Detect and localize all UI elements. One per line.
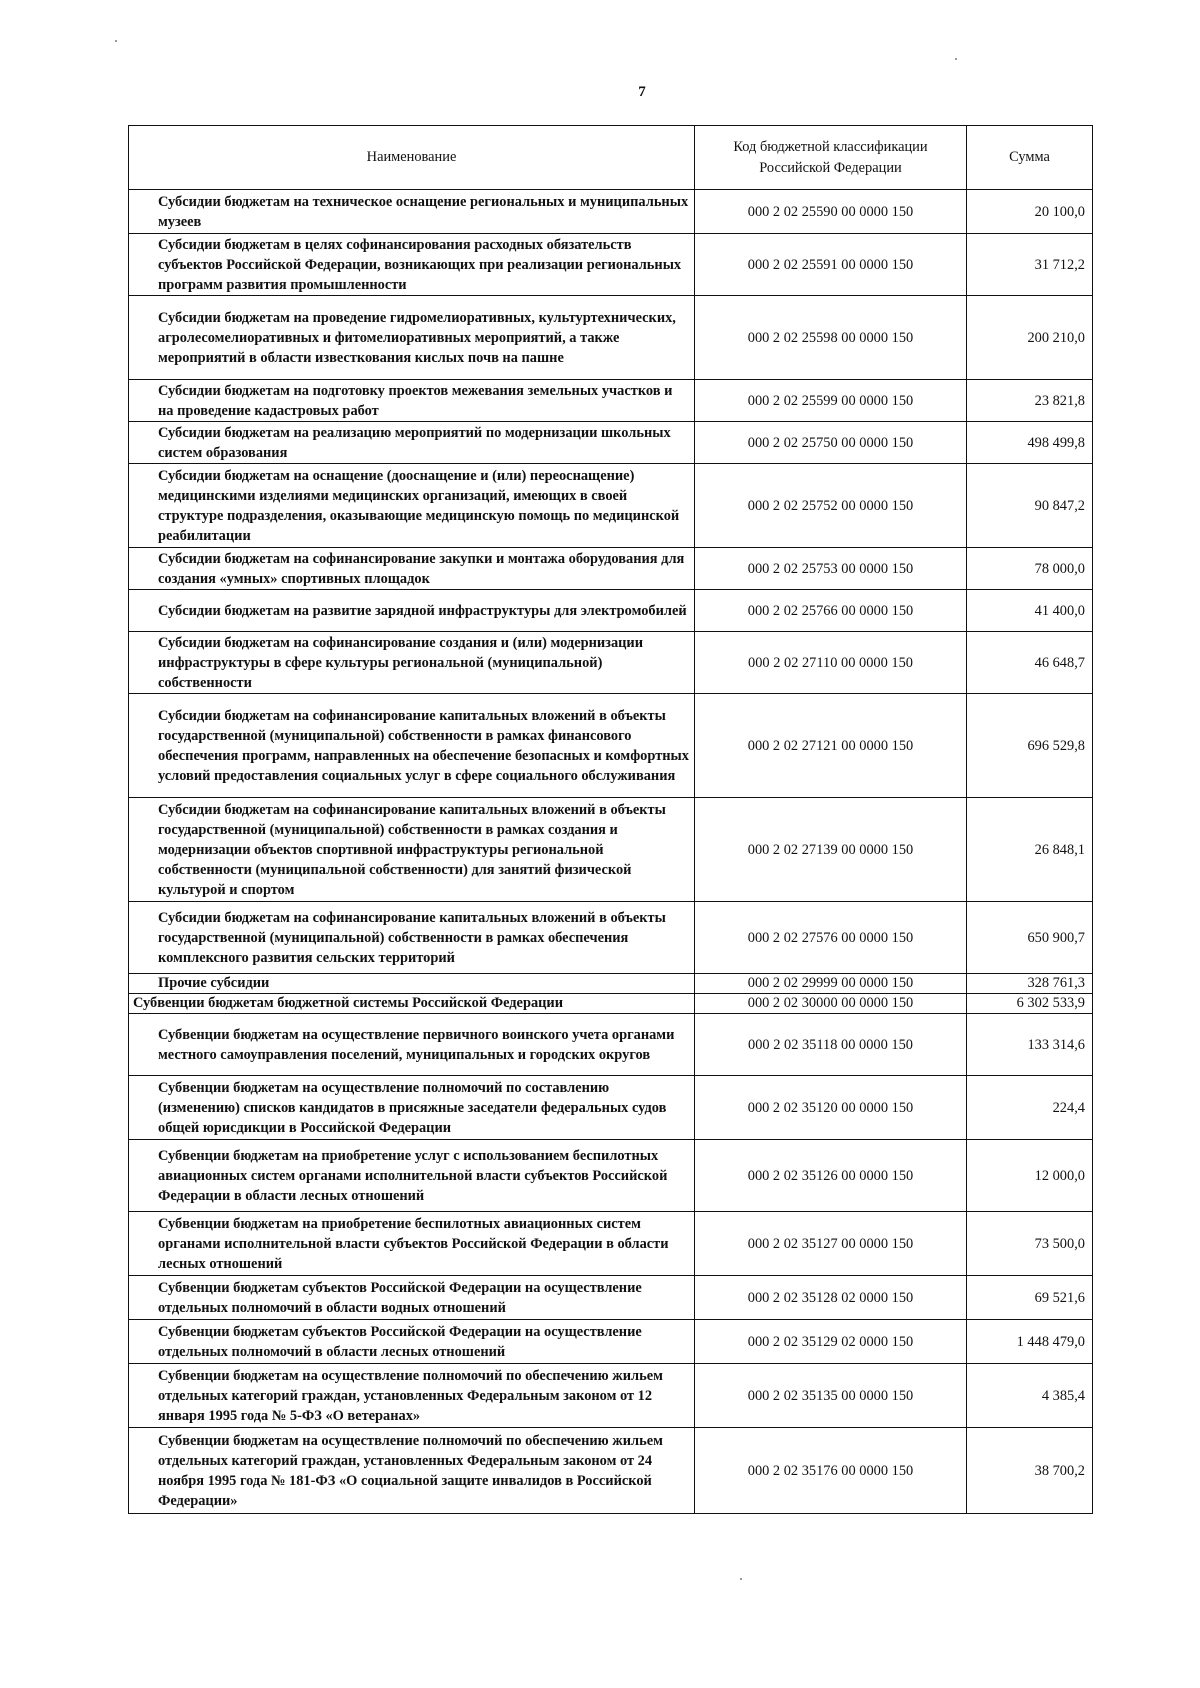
table-row — [129, 974, 1093, 994]
row-code: 000 2 02 35126 00 0000 150 — [695, 1140, 967, 1212]
table-row — [129, 464, 1093, 548]
row-sum: 12 000,0 — [967, 1140, 1093, 1212]
row-name: Субсидии бюджетам на техническое оснащение региональных и муниципальных музеев — [129, 190, 695, 234]
row-name: Субвенции бюджетам на осуществление полномочий по обеспечению жильем отдельных категорий граждан, установленных Федеральным законом от 24 ноября 1995 года № 181-ФЗ «О социальной защите инвалидов в Российской Федерации» — [129, 1428, 695, 1514]
table-row — [129, 1140, 1093, 1212]
row-name: Субсидии бюджетам на софинансирование капитальных вложений в объекты государственной (муниципальной) собственности в рамках обеспечения комплексного развития сельских территорий — [129, 902, 695, 974]
header-name: Наименование — [129, 126, 695, 190]
row-name: Субсидии бюджетам на проведение гидромелиоративных, культуртехнических, агролесомелиоративных и фитомелиоративных мероприятий, а также мероприятий в области известкования кислых почв на пашне — [129, 296, 695, 380]
row-sum: 31 712,2 — [967, 234, 1093, 296]
row-code: 000 2 02 27576 00 0000 150 — [695, 902, 967, 974]
header-code: Код бюджетной классификации Российской Федерации — [695, 126, 967, 190]
table-row — [129, 902, 1093, 974]
table-row — [129, 694, 1093, 798]
page-number: 7 — [638, 84, 646, 100]
table-row — [129, 1014, 1093, 1076]
table-row — [129, 1212, 1093, 1276]
header-sum: Сумма — [967, 126, 1093, 190]
row-sum: 650 900,7 — [967, 902, 1093, 974]
table-row — [129, 548, 1093, 590]
row-code: 000 2 02 25752 00 0000 150 — [695, 464, 967, 548]
row-sum: 41 400,0 — [967, 590, 1093, 632]
row-sum: 78 000,0 — [967, 548, 1093, 590]
row-name: Субвенции бюджетам на осуществление первичного воинского учета органами местного самоуправления поселений, муниципальных и городских округов — [129, 1014, 695, 1076]
table-row — [129, 1428, 1093, 1514]
row-sum: 26 848,1 — [967, 798, 1093, 902]
row-code: 000 2 02 29999 00 0000 150 — [695, 974, 967, 994]
row-code: 000 2 02 27139 00 0000 150 — [695, 798, 967, 902]
row-sum: 38 700,2 — [967, 1428, 1093, 1514]
table-row — [129, 296, 1093, 380]
row-name: Субсидии бюджетам на реализацию мероприятий по модернизации школьных систем образования — [129, 422, 695, 464]
row-name: Субвенции бюджетам субъектов Российской Федерации на осуществление отдельных полномочий в области водных отношений — [129, 1276, 695, 1320]
table-row — [129, 1320, 1093, 1364]
row-code: 000 2 02 35118 00 0000 150 — [695, 1014, 967, 1076]
table-row — [129, 190, 1093, 234]
table-body — [129, 190, 1093, 1514]
row-code: 000 2 02 25598 00 0000 150 — [695, 296, 967, 380]
budget-table — [128, 125, 1093, 1514]
row-name: Субвенции бюджетам на осуществление полномочий по составлению (изменению) списков кандидатов в присяжные заседатели федеральных судов общей юрисдикции в Российской Федерации — [129, 1076, 695, 1140]
row-sum: 224,4 — [967, 1076, 1093, 1140]
header-row — [129, 126, 1093, 190]
row-name: Субсидии бюджетам на софинансирование закупки и монтажа оборудования для создания «умных» спортивных площадок — [129, 548, 695, 590]
row-sum: 6 302 533,9 — [967, 994, 1093, 1014]
row-code: 000 2 02 25590 00 0000 150 — [695, 190, 967, 234]
table-row — [129, 1076, 1093, 1140]
table-row — [129, 632, 1093, 694]
row-sum: 20 100,0 — [967, 190, 1093, 234]
row-name: Субсидии бюджетам на развитие зарядной инфраструктуры для электромобилей — [129, 590, 695, 632]
table-row — [129, 798, 1093, 902]
row-code: 000 2 02 25753 00 0000 150 — [695, 548, 967, 590]
row-code: 000 2 02 30000 00 0000 150 — [695, 994, 967, 1014]
row-name: Субвенции бюджетам на осуществление полномочий по обеспечению жильем отдельных категорий граждан, установленных Федеральным законом от 12 января 1995 года № 5-ФЗ «О ветеранах» — [129, 1364, 695, 1428]
row-name: Субсидии бюджетам на оснащение (дооснащение и (или) переоснащение) медицинскими изделиями медицинских организаций, имеющих в своей структуре подразделения, оказывающие медицинскую помощь по медицинской реабилитации — [129, 464, 695, 548]
row-code: 000 2 02 35128 02 0000 150 — [695, 1276, 967, 1320]
row-code: 000 2 02 25591 00 0000 150 — [695, 234, 967, 296]
table-row — [129, 380, 1093, 422]
table-row — [129, 1364, 1093, 1428]
row-sum: 90 847,2 — [967, 464, 1093, 548]
row-code: 000 2 02 35127 00 0000 150 — [695, 1212, 967, 1276]
row-code: 000 2 02 35176 00 0000 150 — [695, 1428, 967, 1514]
row-sum: 328 761,3 — [967, 974, 1093, 994]
table-row — [129, 1276, 1093, 1320]
row-name: Субвенции бюджетам бюджетной системы Российской Федерации — [129, 994, 695, 1014]
scan-speck — [740, 1578, 742, 1580]
row-code: 000 2 02 35120 00 0000 150 — [695, 1076, 967, 1140]
row-code: 000 2 02 25766 00 0000 150 — [695, 590, 967, 632]
table-row — [129, 234, 1093, 296]
row-sum: 69 521,6 — [967, 1276, 1093, 1320]
row-name: Субсидии бюджетам на софинансирование капитальных вложений в объекты государственной (муниципальной) собственности в рамках финансового обеспечения программ, направленных на обеспечение безопасных и комфортных условий предоставления социальных услуг в сфере социального обслуживания — [129, 694, 695, 798]
row-code: 000 2 02 27121 00 0000 150 — [695, 694, 967, 798]
row-name: Субвенции бюджетам на приобретение услуг с использованием беспилотных авиационных систем органами исполнительной власти субъектов Российской Федерации в области лесных отношений — [129, 1140, 695, 1212]
row-sum: 133 314,6 — [967, 1014, 1093, 1076]
row-sum: 4 385,4 — [967, 1364, 1093, 1428]
row-sum: 696 529,8 — [967, 694, 1093, 798]
row-name: Субсидии бюджетам на софинансирование капитальных вложений в объекты государственной (муниципальной) собственности в рамках создания и модернизации объектов спортивной инфраструктуры региональной собственности (муниципальной собственности) для занятий физической культурой и спортом — [129, 798, 695, 902]
row-sum: 498 499,8 — [967, 422, 1093, 464]
row-name: Субсидии бюджетам на подготовку проектов межевания земельных участков и на проведение кадастровых работ — [129, 380, 695, 422]
row-sum: 1 448 479,0 — [967, 1320, 1093, 1364]
row-name: Субсидии бюджетам на софинансирование создания и (или) модернизации инфраструктуры в сфере культуры региональной (муниципальной) собственности — [129, 632, 695, 694]
row-code: 000 2 02 25750 00 0000 150 — [695, 422, 967, 464]
row-name: Прочие субсидии — [129, 974, 695, 994]
table-row — [129, 590, 1093, 632]
row-code: 000 2 02 27110 00 0000 150 — [695, 632, 967, 694]
row-sum: 23 821,8 — [967, 380, 1093, 422]
row-sum: 200 210,0 — [967, 296, 1093, 380]
table-header — [129, 126, 1093, 190]
row-code: 000 2 02 35135 00 0000 150 — [695, 1364, 967, 1428]
row-name: Субвенции бюджетам субъектов Российской Федерации на осуществление отдельных полномочий в области лесных отношений — [129, 1320, 695, 1364]
scan-speck — [955, 58, 957, 60]
table-row — [129, 994, 1093, 1014]
row-name: Субсидии бюджетам в целях софинансирования расходных обязательств субъектов Российской Федерации, возникающих при реализации региональных программ развития промышленности — [129, 234, 695, 296]
table-row — [129, 422, 1093, 464]
row-code: 000 2 02 35129 02 0000 150 — [695, 1320, 967, 1364]
row-code: 000 2 02 25599 00 0000 150 — [695, 380, 967, 422]
row-sum: 73 500,0 — [967, 1212, 1093, 1276]
row-name: Субвенции бюджетам на приобретение беспилотных авиационных систем органами исполнительной власти субъектов Российской Федерации в области лесных отношений — [129, 1212, 695, 1276]
row-sum: 46 648,7 — [967, 632, 1093, 694]
scan-speck — [115, 40, 117, 42]
